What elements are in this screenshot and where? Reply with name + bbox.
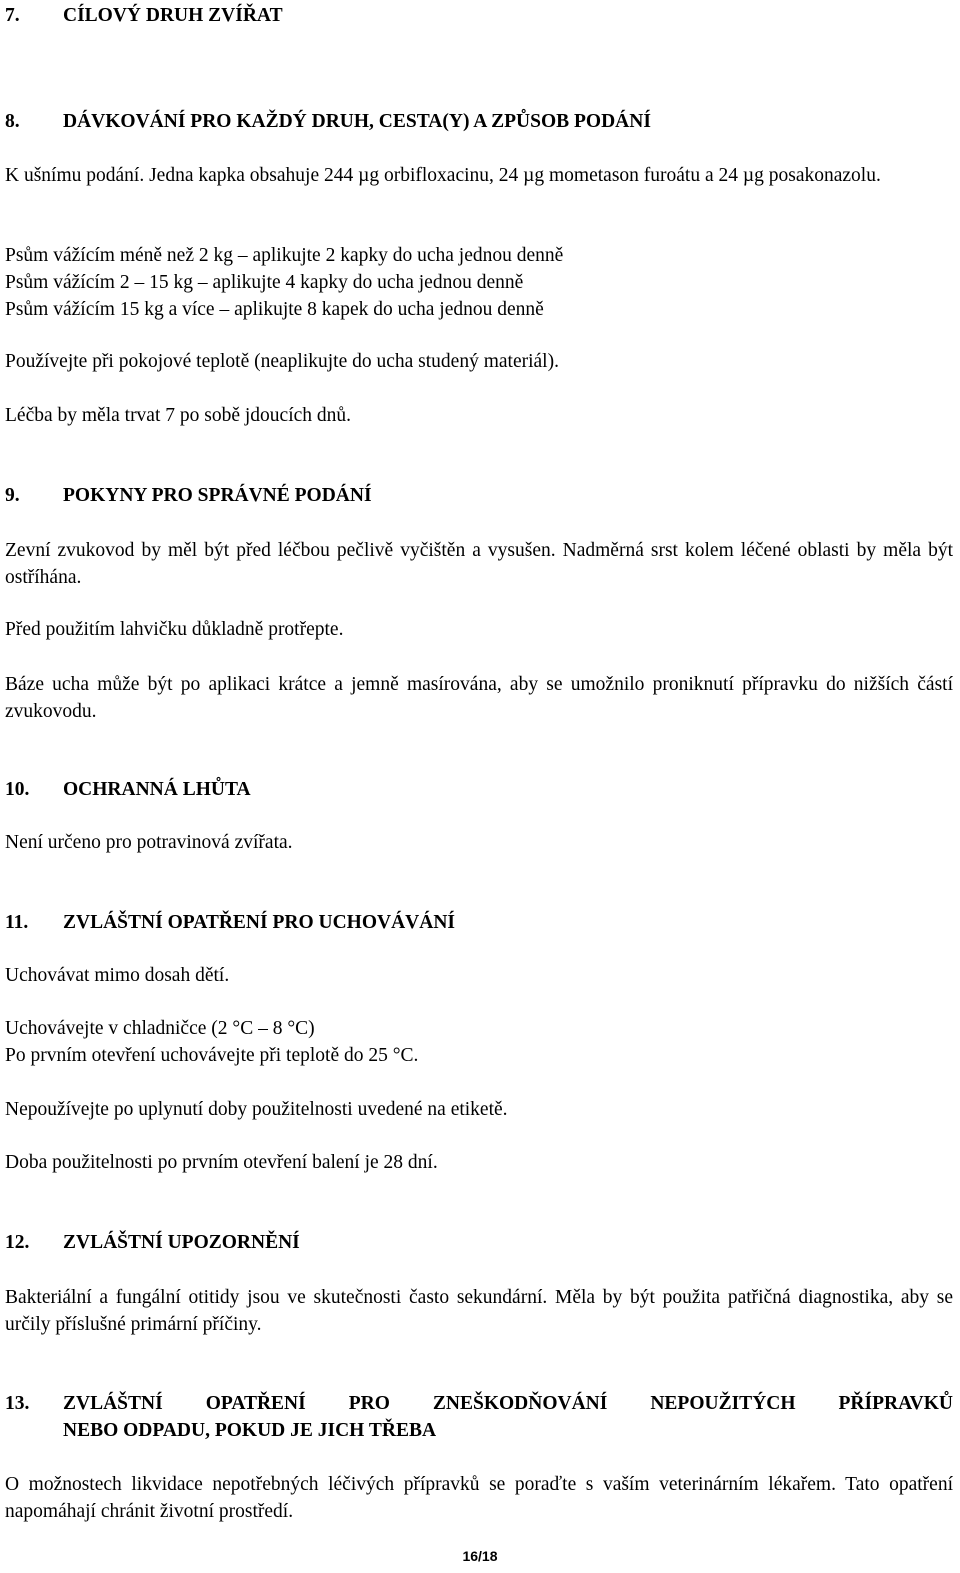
treatment-duration: Léčba by měla trvat 7 po sobě jdoucích dnů.	[5, 405, 352, 426]
section-title: CÍLOVÝ DRUH ZVÍŘAT	[63, 5, 283, 26]
section-7-heading	[5, 3, 283, 29]
storage-line-1: Uchovávat mimo dosah dětí.	[5, 965, 230, 986]
section-13-heading	[5, 1390, 953, 1444]
section-number: 8.	[5, 111, 20, 132]
section-11-heading	[5, 910, 455, 936]
section-12-heading	[5, 1230, 300, 1256]
section-8-heading	[5, 109, 651, 135]
disposal-paragraph: O možnostech likvidace nepotřebných léčivých přípravků se poraďte s vaším veterinárním lékařem. Tato opatření napomáhají chránit životní prostředí.	[5, 1474, 953, 1522]
section-number: 7.	[5, 5, 20, 26]
section-number: 11.	[5, 912, 29, 933]
dosage-line-1: Psům vážícím méně než 2 kg – aplikujte 2 kapky do ucha jednou denně	[5, 245, 564, 266]
section-9-heading	[5, 483, 372, 509]
dosage-line-3: Psům vážícím 15 kg a více – aplikujte 8 kapek do ucha jednou denně	[5, 299, 544, 320]
warnings-paragraph: Bakteriální a fungální otitidy jsou ve skutečnosti často sekundární. Měla by být použita patřičná diagnostika, aby se určily příslušné primární příčiny.	[5, 1287, 953, 1335]
page-number: 16/18	[462, 1548, 498, 1564]
dosage-line-2: Psům vážícím 2 – 15 kg – aplikujte 4 kapky do ucha jednou denně	[5, 272, 524, 293]
storage-line-2: Uchovávejte v chladničce (2 °C – 8 °C)	[5, 1018, 315, 1039]
section-number: 10.	[5, 779, 30, 800]
administration-intro: K ušnímu podání. Jedna kapka obsahuje 244 µg orbifloxacinu, 24 µg mometason furoátu a 24 µg posakonazolu.	[5, 165, 881, 186]
section-title: DÁVKOVÁNÍ PRO KAŽDÝ DRUH, CESTA(Y) A ZPŮSOB PODÁNÍ	[63, 111, 651, 132]
storage-line-5: Doba použitelnosti po prvním otevření balení je 28 dní.	[5, 1152, 438, 1173]
temperature-note: Používejte při pokojové teplotě (neaplikujte do ucha studený materiál).	[5, 351, 559, 372]
storage-line-4: Nepoužívejte po uplynutí doby použitelnosti uvedené na etiketě.	[5, 1099, 508, 1120]
section-number: 13.	[5, 1393, 30, 1414]
section-title: OCHRANNÁ LHŮTA	[63, 779, 251, 800]
section-title: ZVLÁŠTNÍ UPOZORNĚNÍ	[63, 1232, 300, 1253]
storage-line-3: Po prvním otevření uchovávejte při teplotě do 25 °C.	[5, 1045, 419, 1066]
administration-paragraph-1: Zevní zvukovod by měl být před léčbou pečlivě vyčištěn a vysušen. Nadměrná srst kolem léčené oblasti by měla být ostříhána.	[5, 540, 953, 588]
administration-paragraph-2: Před použitím lahvičku důkladně protřepte.	[5, 619, 344, 640]
section-title-line-1: ZVLÁŠTNÍ OPATŘENÍ PRO ZNEŠKODŇOVÁNÍ NEPOUŽITÝCH PŘÍPRAVKŮ	[63, 1393, 953, 1414]
section-10-heading	[5, 777, 251, 803]
section-number: 9.	[5, 485, 20, 506]
section-title: POKYNY PRO SPRÁVNÉ PODÁNÍ	[63, 485, 372, 506]
section-title-line-2: NEBO ODPADU, POKUD JE JICH TŘEBA	[63, 1420, 437, 1441]
withdrawal-period-text: Není určeno pro potravinová zvířata.	[5, 832, 293, 853]
administration-paragraph-3: Báze ucha může být po aplikaci krátce a jemně masírována, aby se umožnilo proniknutí přípravku do nižších částí zvukovodu.	[5, 674, 953, 722]
section-title: ZVLÁŠTNÍ OPATŘENÍ PRO UCHOVÁVÁNÍ	[63, 912, 456, 933]
section-number: 12.	[5, 1232, 30, 1253]
